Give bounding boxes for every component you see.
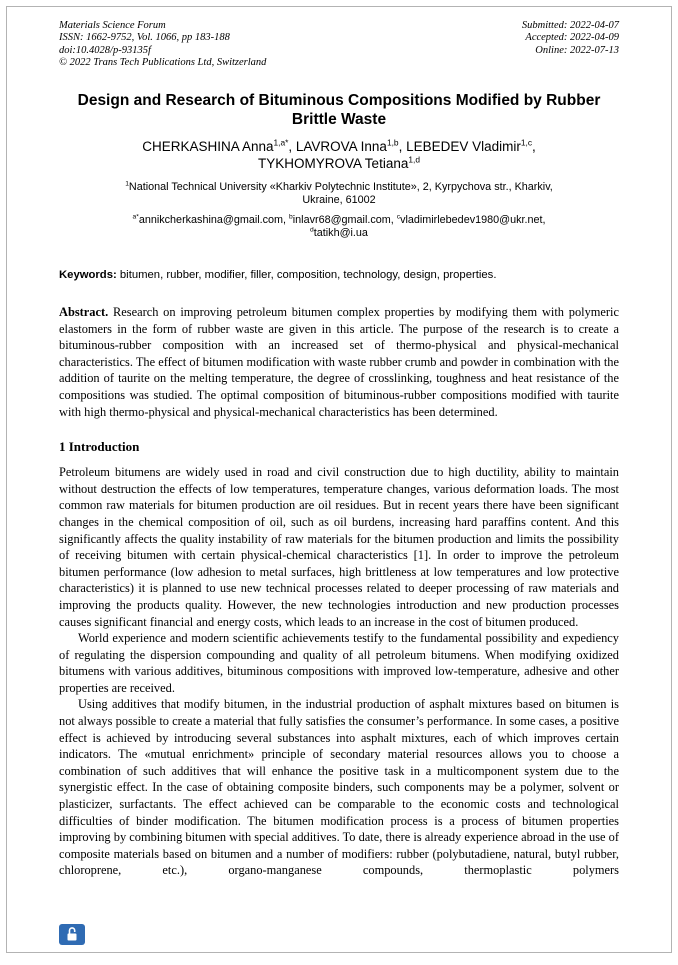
journal-name: Materials Science Forum: [59, 20, 166, 31]
keywords-label: Keywords:: [59, 269, 117, 281]
intro-paragraph-1: Petroleum bitumens are widely used in road and civil construction due to high ductility, ability to maintain without destruction the effects of low temperatures, temperature changes, various deformation loads. The most common raw materials for bitumen production are oil residues. But in recent years there have been significant changes in the chemical composition of oil, such as oil burdens, increasing hard paraffins content. And this significantly affects the quality instability of raw materials for the bitumen production and limits the possibility of receiving bitumen with certain physical-chemical characteristics [1]. In order to improve the petroleum bitumen performance (low adhesion to metal surfaces, high brittleness at low temperatures and low protective characteristics) it is planned to use new technical processes related to deeper processing of raw materials and improving the products quality. However, the new technologies introduction and new production processes causes significant financial and energy costs, which leads to an increase in the cost of bitumen produced.: [59, 465, 619, 629]
affiliation-line: $^1$National Technical University «Kharkiv Polytechnic Institute», 2, Kyrpychova str., Kharkiv, Ukraine, 61002: [125, 180, 553, 207]
online-date: Online: 2022-07-13: [535, 44, 619, 56]
keywords-line: [59, 268, 619, 283]
author-emails-line: $^{a*}$annikcherkashina@gmail.com, $^b$inlavr68@gmail.com, $^c$vladimirlebedev1980@ukr.net, $^d$tatikh@i.ua: [132, 213, 546, 240]
abstract-label: Abstract.: [59, 305, 109, 319]
abstract-text: Research on improving petroleum bitumen complex properties by modifying them with polymeric elastomers in the form of rubber waste are given in this article. The purpose of the research is to create a bituminous-rubber composition with an increased set of thermo-physical and physical-mechanical characteristics. The effect of bitumen modification with waste rubber crumb and powder in combination with the addition of taurite on the melting temperature, the degree of crosslinking, toughness and heat resistance of the compositions was studied. The optimal composition of bituminous-rubber compositions modified with taurite with high thermo-physical and physical-mechanical characteristics has been determined.: [59, 305, 619, 419]
paper-page: [6, 6, 672, 953]
submitted-date: Submitted: 2022-04-07: [521, 20, 619, 31]
authors-line: CHERKASHINA Anna$^{1,a*}$, LAVROVA Inna$^{1,b}$, LEBEDEV Vladimir$^{1,c}$, TYKHOMYROVA Tetiana$^{1,d}$: [142, 137, 536, 171]
open-access-icon: [59, 924, 85, 945]
keywords-text: bitumen, rubber, modifier, filler, composition, technology, design, properties.: [116, 269, 497, 281]
intro-paragraph-3: Using additives that modify bitumen, in the industrial production of asphalt mixtures based on bitumen is not always possible to create a material that fully satisfies the consumer’s performance. In some cases, a positive effect is achieved by introducing several substances into asphalt mixtures, each of which improves certain indicators. The «mutual enrichment» principle of secondary material resources allows you to choose a combination of such additives that will enhance the positive task in a multicomponent system due to the synergistic effect. In the case of obtaining composite binders, such components may be a polymer, solvent or plasticizer, surfactants. The effect achieved can be comparable to the economic costs and technological difficulties of binder modification. The bitumen modification process is a process of bitumen properties improving by combining bitumen with special additives. To date, there is already experience abroad in the use of composite materials based on bitumen and a number of modifiers: rubber (polybutadiene, natural, butyl rubber, chloroprene, etc.), organo-manganese compounds, thermoplastic polymers: [59, 697, 619, 878]
submission-dates-block: [522, 20, 619, 70]
issn-volume-line: ISSN: 1662-9752, Vol. 1066, pp 183-188: [59, 32, 230, 44]
intro-paragraph-2: World experience and modern scientific achievements testify to the fundamental possibility and expediency of regulating the dispersion compounding and quality of all petroleum bitumens. When modifying oxidized bitumens with various additives, bituminous compositions with improved low-temperature, adhesive and other properties are received.: [59, 631, 619, 695]
copyright-line: © 2022 Trans Tech Publications Ltd, Switzerland: [59, 57, 267, 69]
abstract-paragraph: [59, 304, 619, 420]
journal-info-block: [59, 20, 266, 70]
paper-title: Design and Research of Bituminous Compositions Modified by Rubber Brittle Waste: [77, 91, 601, 128]
section-heading-introduction: 1 Introduction: [59, 439, 140, 455]
doi-line: doi:10.4028/p-93135f: [59, 44, 151, 56]
journal-header: [59, 20, 619, 70]
accepted-date: Accepted: 2022-04-09: [525, 32, 619, 44]
